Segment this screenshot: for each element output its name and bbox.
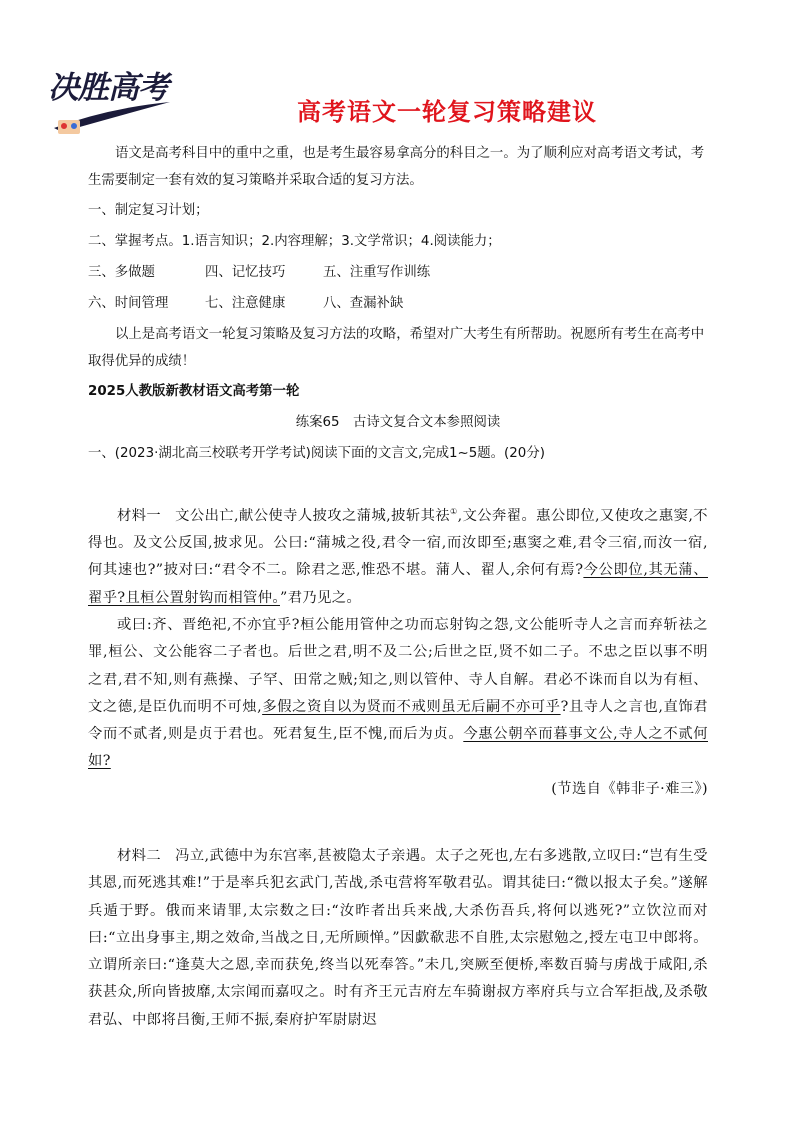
material-one bbox=[88, 498, 708, 803]
closing-paragraph: 以上是高考语文一轮复习策略及复习方法的攻略，希望对广大考生有所帮助。祝愿所有考生在高考中取得优异的成绩！ bbox=[88, 327, 705, 369]
source-citation: (节选自《韩非子·难三》) bbox=[551, 780, 708, 797]
material-two bbox=[88, 843, 708, 1034]
material-two-paragraph bbox=[88, 843, 708, 1034]
page-title: 高考语文一轮复习策略建议 bbox=[297, 98, 597, 126]
m1-text-c: ”君乃见之。 bbox=[279, 589, 362, 606]
question-prompt: 一、(2023·湖北高三校联考开学考试)阅读下面的文言文,完成1~5题。(20分) bbox=[88, 446, 545, 461]
item-time: 六、时间管理 bbox=[88, 296, 169, 311]
material-one-label: 材料一 bbox=[117, 507, 162, 524]
m1-text-e: ?且寺人之言也,直饰君令而不贰者,则是贞于君也。死君复生,臣不愧,而后为贞。 bbox=[88, 698, 709, 743]
item-plan: 一、制定复习计划； bbox=[88, 203, 209, 218]
exercise-title: 练案65 古诗文复合文本参照阅读 bbox=[295, 415, 501, 430]
underlined-sentence-2: 多假之资自以为贤而不戒则虽无后嗣不亦可乎 bbox=[262, 698, 561, 715]
strategy-section bbox=[88, 140, 708, 375]
logo-text: 决胜高考 bbox=[48, 70, 168, 106]
m1-text-a: 文公出亡,献公使寺人披攻之蒲城,披斩其祛 bbox=[175, 507, 451, 524]
underlined-sentence-1: 今公即位,其无蒲、翟乎?且桓公置射钩而相管仲。 bbox=[88, 562, 708, 606]
m2-text: 冯立,武德中为东宫率,甚被隐太子亲遇。太子之死也,左右多逃散,立叹曰:“岂有生受其恩,而死逃其难!”于是率兵犯玄武门,苦战,杀屯营将军敬君弘。谓其徒曰:“微以报太子矣。”遂解兵遁于野。俄而来请罪,太宗数之曰:“汝昨者出兵来战,大杀伤吾兵,将何以逃死?”立饮泣而对曰:“立出身事主,期之效命,当战之日,无所顾惮。”因歔欷悲不自胜,太宗慰勉之,授左屯卫中郎将。立谓所亲曰:“逢莫大之恩,幸而获免,终当以死奉答。”未几,突厥至便桥,率数百骑与虏战于咸阳,杀获甚众,所向皆披靡,太宗闻而嘉叹之。时有齐王元吉府左车骑谢叔方率府兵与立合军拒战,及杀敬君弘、中郎将吕衡,王师不振,秦府护军尉尉迟 bbox=[88, 848, 708, 1028]
material-two-label: 材料二 bbox=[117, 848, 162, 864]
item-writing: 五、注重写作训练 bbox=[323, 265, 431, 280]
underlined-sentence-3: 今惠公朝卒而暮事文公,寺人之不贰何如? bbox=[88, 726, 708, 770]
item-row-3 bbox=[88, 259, 708, 286]
series-title: 2025人教版新教材语文高考第一轮 bbox=[88, 384, 300, 399]
item-row-4 bbox=[88, 290, 708, 317]
m1-text-d: 或曰:齐、晋绝祀,不亦宜乎?桓公能用管仲之功而忘射钩之怨,文公能听寺人之言而弃斩祛之罪,桓公、文公能容二子者也。后世之君,明不及二公;后世之臣,贤不如二子。不忠之臣以事不明之君,君不知,则有燕操、子罕、田常之贼;知之,则以管仲、寺人自解。君必不诛而自以为有桓、文之德,是臣仇而明不可烛, bbox=[88, 616, 708, 715]
item-review: 八、查漏补缺 bbox=[323, 296, 404, 311]
m1-text-b: ,文公奔翟。惠公即位,又使攻之惠窦,不得也。及文公反国,披求见。公曰:“蒲城之役,君令一宿,而汝即至;惠窦之难,君令三宿,而汝一宿,何其速也?”披对曰:“君令不二。除君之恶,惟恐不堪。蒲人、翟人,余何有焉? bbox=[88, 507, 708, 579]
material-one-paragraph-1 bbox=[88, 498, 708, 612]
item-practice: 三、多做题 bbox=[88, 265, 155, 280]
exercise-header bbox=[88, 378, 708, 467]
item-points: 二、掌握考点。1.语言知识；2.内容理解；3.文学常识；4.阅读能力； bbox=[88, 234, 501, 249]
intro-paragraph: 语文是高考科目中的重中之重，也是考生最容易拿高分的科目之一。为了顺利应对高考语文考试，考生需要制定一套有效的复习策略并采取合适的复习方法。 bbox=[88, 146, 705, 188]
material-one-paragraph-2 bbox=[88, 612, 708, 776]
footnote-marker: ① bbox=[450, 507, 458, 516]
item-memory: 四、记忆技巧 bbox=[205, 265, 286, 280]
item-health: 七、注意健康 bbox=[205, 296, 286, 311]
